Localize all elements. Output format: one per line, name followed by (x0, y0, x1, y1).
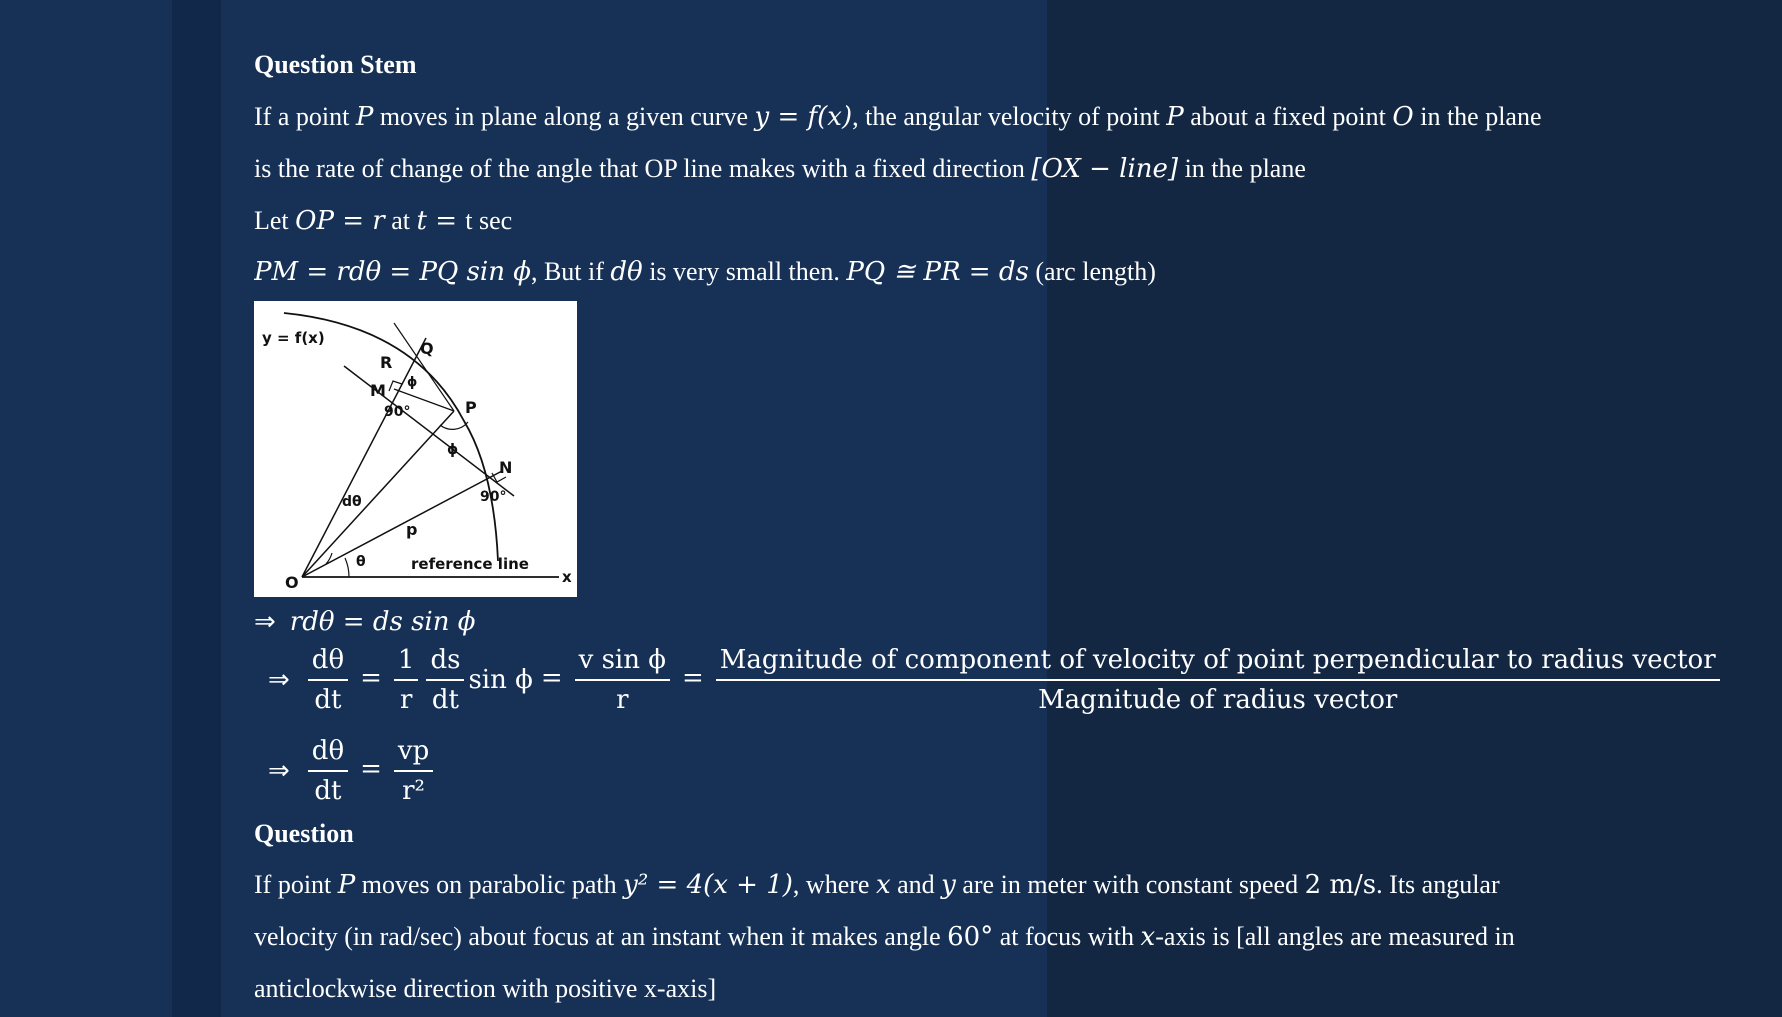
pm-equation-line: PM = rdθ = PQ sin ϕ, But if dθ is very small then. PQ ≅ PR = ds (arc length) (254, 257, 1156, 287)
fraction-velocity-component: Magnitude of component of velocity of point perpendicular to radius vector Magnitude of radius vector (716, 645, 1720, 715)
line-pq (394, 323, 454, 411)
figure-svg (254, 301, 577, 597)
label-reference-line: reference line (411, 555, 529, 573)
question-heading: Question (254, 819, 354, 848)
stem-paragraph-line-2: is the rate of change of the angle that OP line makes with a fixed direction [OX − line] in the plane (254, 154, 1306, 184)
label-phi-top: ϕ (407, 375, 418, 390)
label-m: M (370, 381, 386, 400)
fraction-vsinphi-r: $\frac{\text{v sin ϕ}}{r}$ (575, 645, 670, 715)
left-gutter (172, 0, 221, 1017)
line-op (302, 411, 454, 577)
label-theta: θ (356, 554, 366, 570)
curve-label: y = f(x) (262, 329, 325, 347)
phi-arc (440, 422, 468, 429)
label-dtheta: dθ (342, 494, 362, 510)
curve-path (284, 313, 498, 561)
line-oq (302, 338, 426, 577)
label-n: N (499, 458, 513, 477)
label-o: O (285, 573, 299, 592)
question-line-1: If point P moves on parabolic path y² = 4(x + 1), where x and y are in meter with constant speed 2 m/s. Its angular (254, 870, 1500, 900)
label-q: Q (420, 339, 434, 358)
let-op-line: Let OP = r at t = t sec (254, 206, 513, 236)
stem-paragraph-line-1: If a point P moves in plane along a given curve y = f(x), the angular velocity of point P about a fixed point O in the plane (254, 102, 1542, 132)
label-90-n: 90° (480, 489, 507, 505)
label-p: P (465, 398, 477, 417)
question-line-3: anticlockwise direction with positive x-axis] (254, 974, 717, 1003)
label-r: R (380, 353, 393, 372)
fraction-vp-r2: $\frac{vp}{\text{r²}}$ (394, 736, 433, 806)
fraction-dtheta-dt-2: $\frac{d\theta}{dt}$ (308, 736, 348, 806)
left-margin (0, 0, 172, 1017)
label-90-m: 90° (384, 404, 411, 420)
fraction-ds-dt: $\frac{ds}{dt}$ (426, 645, 464, 715)
implies-line-3: ⇒ $\frac{d\theta}{dt}$ = $\frac{vp}{\text{r²}}$ (254, 736, 437, 806)
fraction-dtheta-dt: $\frac{d\theta}{dt}$ (308, 645, 348, 715)
angular-velocity-figure (254, 301, 577, 597)
theta-arc (345, 558, 349, 577)
question-stem-heading: Question Stem (254, 50, 417, 79)
label-small-p: p (406, 520, 418, 539)
implies-line-1: ⇒ rdθ = ds sin ϕ (254, 607, 476, 637)
question-line-2: velocity (in rad/sec) about focus at an instant when it makes angle 60° at focus with x-axis is [all angles are measured in (254, 922, 1515, 952)
label-phi-mid: ϕ (447, 442, 459, 458)
fraction-1-r: $\frac{1}{r}$ (394, 645, 419, 715)
question-document (254, 40, 1782, 1017)
label-x: x (562, 568, 572, 586)
implies-line-2: ⇒ $\frac{d\theta}{dt}$ = $\frac{1}{r}$ $\frac{ds}{dt}$ sin ϕ = $\frac{\text{v sin ϕ}}{r}$ = Magnitude of component of velocity of point perpendicular to radius vector Magnitude of radius vector (254, 645, 1724, 715)
